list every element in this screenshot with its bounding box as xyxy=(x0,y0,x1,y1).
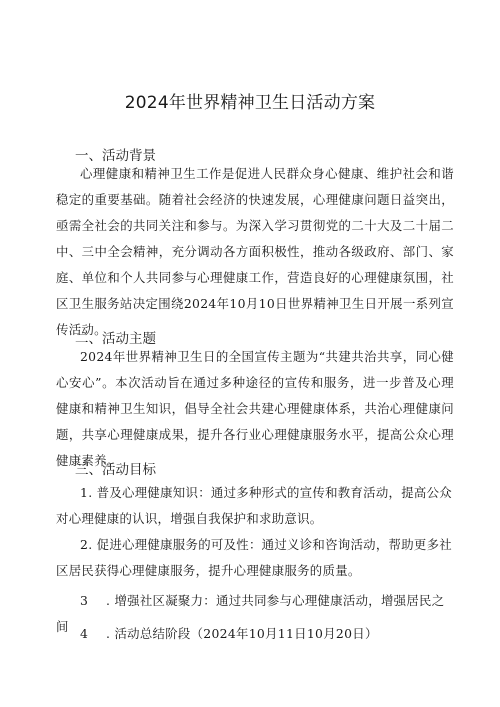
goal-item xyxy=(56,532,454,584)
goal-item-number: 3 xyxy=(80,593,89,608)
goal-item-number: 2 xyxy=(80,537,89,552)
goal-item-text: . 促进心理健康服务的可及性：通过义诊和咨询活动，帮助更多社区居民获得心理健康服务，提升心理健康服务的质量。 xyxy=(56,537,453,578)
goal-item-number: 4 xyxy=(80,626,89,641)
section-paragraph-theme: 2024年世界精神卫生日的全国宣传主题为“共建共治共享，同心健心安心”。本次活动旨在通过多种途径的宣传和服务，进一步普及心理健康和精神卫生知识，倡导全社会共建心理健康体系，共治心理健康问题，共享心理健康成果，提升各行业心理健康服务水平，提高公众心理健康素养。 xyxy=(56,349,454,468)
section-heading-theme: 二、活动主题 xyxy=(75,331,156,347)
goal-item xyxy=(56,480,454,532)
goal-item-text: . 普及心理健康知识：通过多种形式的宣传和教育活动，提高公众对心理健康的认识，增强自我保护和求助意识。 xyxy=(56,485,453,526)
goal-item xyxy=(56,621,454,647)
section-heading-goals: 三、活动目标 xyxy=(75,462,156,478)
goal-item-text: . 活动总结阶段（2024年10月11日10月20日） xyxy=(106,626,378,641)
goal-item-text: . 增强社区凝聚力：通过共同参与心理健康活动，增强居民之间 xyxy=(56,593,445,634)
section-paragraph-background: 心理健康和精神卫生工作是促进人民群众身心健康、维护社会和谐稳定的重要基础。随着社会经济的快速发展，心理健康问题日益突出，亟需全社会的共同关注和参与。为深入学习贯彻党的二十大及二十届二中、三中全会精神，充分调动各方面积极性，推动各级政府、部门、家庭、单位和个人共同参与心理健康工作，营造良好的心理健康氛围，社区卫生服务站决定围绕2024年10月10日世界精神卫生日开展一系列宣传活动。 xyxy=(56,166,454,337)
document-title: 2024年世界精神卫生日活动方案 xyxy=(124,93,376,113)
goal-item-number: 1 xyxy=(80,485,89,500)
section-heading-background: 一、活动背景 xyxy=(75,148,156,164)
